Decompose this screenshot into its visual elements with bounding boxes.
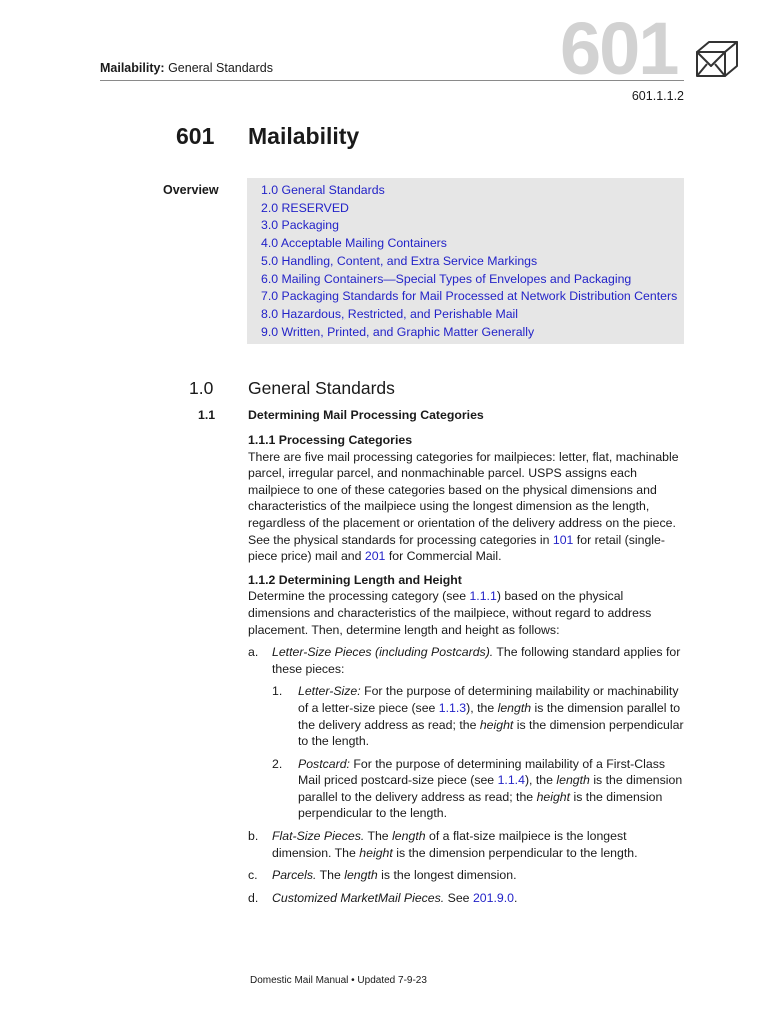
body-text <box>248 432 688 913</box>
overview-link[interactable]: 5.0 Handling, Content, and Extra Service Markings <box>261 253 538 268</box>
overview-box <box>247 178 684 344</box>
link-101[interactable]: 101 <box>552 532 574 547</box>
running-header <box>100 61 273 75</box>
running-header-rest: General Standards <box>164 61 273 75</box>
section-title: General Standards <box>248 378 395 398</box>
list-item-b: b. Flat-Size Pieces. The length of a flat-size mailpiece is the longest dimension. The height is the dimension perpendicular to the length. <box>248 829 638 860</box>
link-201[interactable]: 201 <box>364 549 386 564</box>
mail-box-icon <box>695 38 739 78</box>
list-item-a-1: 1. Letter-Size: For the purpose of determining mailability or machinability of a letter-size piece (see 1.1.3), the length is the dimension parallel to the delivery address as read; the height is the dimension perpendicular to the length. <box>272 684 684 749</box>
page-footer: Domestic Mail Manual • Updated 7-9-23 <box>250 975 427 986</box>
list-item-a: a. Letter-Size Pieces (including Postcards). The following standard applies for these pieces: 1. Letter-Size: For the purpose of determining mailability or machinability of a letter-size piece (see 1.1.3), the length is the dimension parallel to the delivery address as read; the height is the dimension perpendicular to the length. 2. Postcard: For the purpose of determining mailability of a First-Class Mail priced postcard-size piece (see 1.1.4), the length is the dimension parallel to the delivery address as read; the height is the dimension perpendicular to the length. <box>248 644 688 822</box>
overview-label: Overview <box>163 183 219 197</box>
item-term: Letter-Size Pieces (including Postcards). <box>272 645 494 660</box>
link-201-9-0[interactable]: 201.9.0 <box>472 890 514 905</box>
overview-link[interactable]: 8.0 Hazardous, Restricted, and Perishable Mail <box>261 306 518 321</box>
list-marker: 2. <box>272 756 283 771</box>
overview-link[interactable]: 2.0 RESERVED <box>261 200 349 215</box>
chapter-title: Mailability <box>248 123 360 149</box>
header-divider <box>100 80 684 81</box>
paragraph-heading: 1.1.2 Determining Length and Height <box>248 572 462 587</box>
list-marker: c. <box>248 868 258 883</box>
list-marker: b. <box>248 829 259 844</box>
chapter-number: 601 <box>176 123 215 149</box>
subsection-title: Determining Mail Processing Categories <box>248 408 484 422</box>
overview-link[interactable]: 4.0 Acceptable Mailing Containers <box>261 236 447 251</box>
chapter-number-watermark: 601 <box>560 7 678 90</box>
overview-link[interactable]: 6.0 Mailing Containers—Special Types of Envelopes and Packaging <box>261 271 632 286</box>
overview-link[interactable]: 9.0 Written, Printed, and Graphic Matter Generally <box>261 324 535 339</box>
link-1-1-3[interactable]: 1.1.3 <box>438 700 467 715</box>
paragraph-1-1-2 <box>248 572 688 907</box>
list-marker: d. <box>248 890 259 905</box>
link-1-1-1[interactable]: 1.1.1 <box>469 589 497 604</box>
link-1-1-4[interactable]: 1.1.4 <box>497 773 525 788</box>
overview-link[interactable]: 3.0 Packaging <box>261 218 339 233</box>
paragraph-reference: 601.1.1.2 <box>631 89 684 103</box>
list-marker: a. <box>248 645 259 660</box>
running-header-bold: Mailability: <box>100 61 165 75</box>
section-number: 1.0 <box>189 378 214 398</box>
overview-link[interactable]: 7.0 Packaging Standards for Mail Processed at Network Distribution Centers <box>261 289 678 304</box>
paragraph-text: There are five mail processing categories for mailpieces: letter, flat, machinable parcel, irregular parcel, and nonmachinable parcel. USPS assigns each mailpiece to one of these categories based on the physical dimensions and characteristics of the mailpiece using the longest dimension as the length, regardless of the placement or orientation of the delivery address on the piece. See the physical standards for processing categories in 101 for retail (single-piece price) mail and 201 for Commercial Mail. <box>248 449 679 564</box>
list-item-c: c. Parcels. The length is the longest dimension. <box>248 868 517 883</box>
list-item-d: d. Customized MarketMail Pieces. See 201.9.0. <box>248 890 518 905</box>
paragraph-heading: 1.1.1 Processing Categories <box>248 433 413 447</box>
list-marker: 1. <box>272 684 283 699</box>
overview-list <box>247 178 684 341</box>
overview-link[interactable]: 1.0 General Standards <box>261 183 385 197</box>
paragraph-text: Determine the processing category (see 1.1.1) based on the physical dimensions and characteristics of the mailpiece, without regard to address placement. Then, determine length and height as follows: <box>248 589 652 637</box>
list-item-a-2: 2. Postcard: For the purpose of determining mailability of a First-Class Mail priced postcard-size piece (see 1.1.4), the length is the dimension parallel to the delivery address as read; the height is the dimension perpendicular to the length. <box>272 756 683 821</box>
paragraph-1-1-1 <box>248 432 688 565</box>
subsection-number: 1.1 <box>198 408 216 422</box>
